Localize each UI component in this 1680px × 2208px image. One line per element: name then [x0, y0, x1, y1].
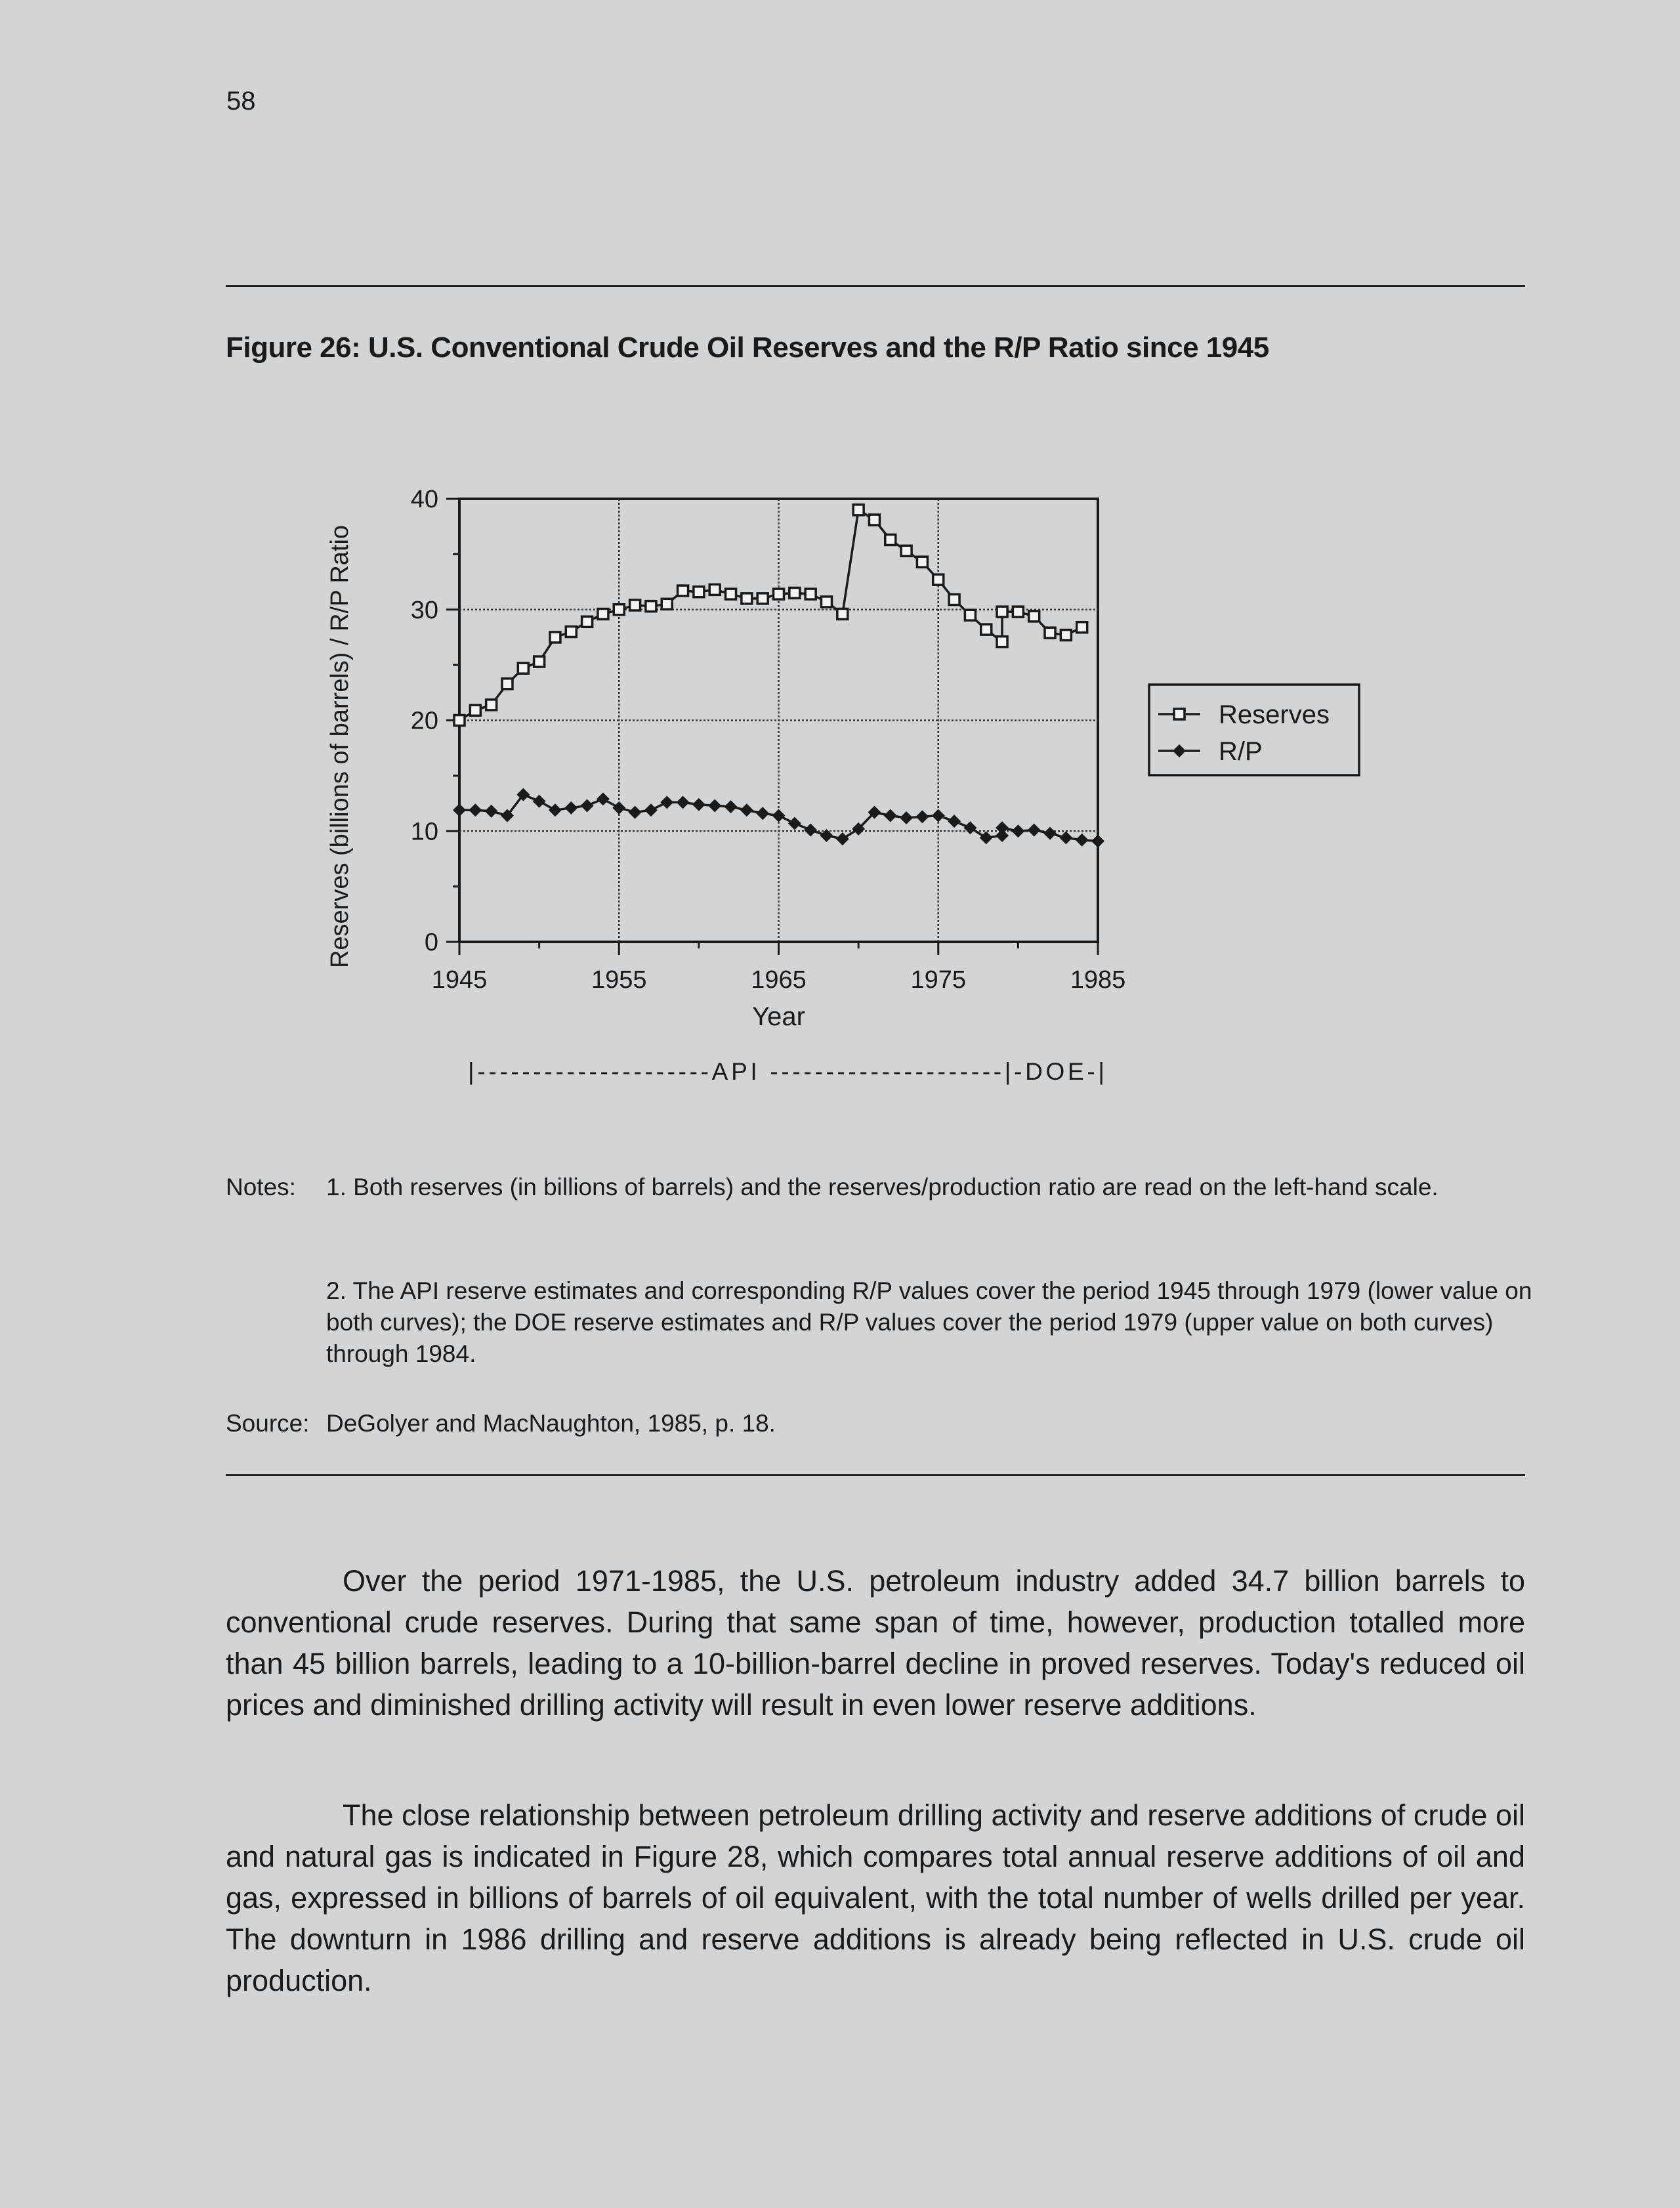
rp-point: [804, 824, 817, 837]
reserves-point: [981, 624, 992, 635]
reserves-point: [1013, 606, 1023, 617]
legend-label: R/P: [1219, 737, 1263, 766]
reserves-point: [1077, 622, 1087, 633]
series-line-reserves: [459, 510, 1082, 721]
reserves-point: [965, 610, 975, 620]
reserves-point: [949, 595, 959, 605]
rp-point: [453, 803, 466, 817]
rp-point: [756, 807, 769, 820]
reserves-point: [470, 705, 480, 715]
figure-title: Figure 26: U.S. Conventional Crude Oil Reserves and the R/P Ratio since 1945: [226, 331, 1269, 364]
y-tick-label: 0: [424, 929, 438, 956]
rp-point: [708, 799, 721, 812]
bottom-rule: [226, 1474, 1525, 1476]
reserves-point: [502, 679, 513, 689]
reserves-point: [566, 627, 576, 637]
source-range-indicator: |---------------------API ---------------------|-DOE-|: [468, 1058, 1104, 1085]
rp-point: [469, 803, 482, 817]
reserves-point: [678, 585, 688, 596]
y-tick-label: 40: [410, 486, 438, 513]
rp-point: [900, 811, 913, 824]
rp-point: [564, 801, 578, 815]
legend-marker-reserves: [1174, 709, 1185, 719]
rp-point: [948, 815, 961, 828]
rp-point: [915, 810, 929, 823]
reserves-point: [646, 601, 656, 612]
reserves-point: [869, 515, 879, 525]
notes-label: Notes:: [226, 1174, 296, 1200]
source-text: DeGolyer and MacNaughton, 1985, p. 18.: [326, 1410, 776, 1437]
reserves-point: [709, 584, 720, 595]
reserves-point: [1029, 611, 1040, 622]
rp-point: [581, 799, 594, 812]
rp-point: [612, 801, 625, 815]
body-paragraph-2-text: The close relationship between petroleum drilling activity and reserve additions of crude oil and natural gas is indicated in Figure 28, which compares total annual reserve additions of oil and gas, expressed in billions of barrels of oil equivalent, with the total number of wells drilled per year. The downturn in 1986 drilling and reserve additions is already being reflected in U.S. crude oil production.: [226, 1798, 1525, 1997]
body-paragraph-1-text: Over the period 1971-1985, the U.S. petroleum industry added 34.7 billion barrels to conventional crude reserves. During that same span of time, however, production totalled more than 45 billion barrels, leading to a 10-billion-barrel decline in proved reserves. Today's reduced oil prices and diminished drilling activity will result in even lower reserve additions.: [226, 1564, 1525, 1722]
reserves-point: [726, 589, 736, 599]
rp-point: [1028, 824, 1041, 837]
rp-point: [644, 803, 658, 817]
body-paragraph-1: [226, 1560, 1525, 1726]
reserves-point: [774, 589, 784, 599]
reserves-point: [662, 599, 672, 609]
reserves-point: [582, 616, 593, 627]
reserves-point: [598, 609, 608, 620]
reserves-point: [742, 593, 752, 604]
note-1: 1. Both reserves (in billions of barrels) and the reserves/production ratio are read on the left-hand scale.: [326, 1174, 1438, 1200]
rp-point: [963, 821, 976, 834]
rp-point: [533, 795, 546, 808]
reserves-point: [486, 700, 497, 710]
rp-point: [660, 796, 673, 809]
rp-point: [836, 832, 849, 845]
x-tick-label: 1965: [751, 966, 807, 994]
rp-point: [549, 803, 562, 817]
x-tick-label: 1955: [591, 966, 647, 994]
reserves-point: [901, 545, 912, 556]
reserves-point: [518, 663, 528, 673]
rp-point: [788, 817, 801, 830]
rp-point: [1059, 831, 1072, 844]
reserves-point: [997, 637, 1007, 647]
x-axis-label: Year: [752, 1002, 805, 1031]
rp-point: [996, 821, 1009, 834]
y-tick-label: 30: [410, 596, 438, 624]
reserves-point: [1045, 627, 1055, 638]
reserves-point: [694, 587, 704, 597]
reserves-point: [454, 715, 465, 726]
legend-marker-rp: [1173, 744, 1186, 757]
reserves-point: [805, 589, 816, 599]
rp-point: [1011, 824, 1024, 838]
rp-point: [485, 805, 498, 818]
rp-point: [724, 800, 738, 813]
x-tick-label: 1945: [431, 966, 488, 994]
rp-point: [980, 831, 993, 844]
source-label: Source:: [226, 1410, 310, 1437]
rp-point: [740, 803, 753, 817]
body-paragraph-2: [226, 1794, 1525, 2001]
rp-point: [884, 809, 897, 822]
reserves-point: [789, 587, 800, 598]
y-tick-label: 10: [410, 818, 438, 846]
reserves-point: [837, 609, 848, 620]
reserves-point: [1060, 630, 1071, 641]
reserves-point: [757, 593, 768, 604]
rp-point: [597, 792, 610, 805]
reserves-point: [997, 606, 1007, 617]
page-number: 58: [226, 87, 256, 116]
reserves-point: [933, 574, 944, 585]
rp-point: [932, 809, 945, 822]
figure-source: [226, 1410, 776, 1437]
reserves-point: [821, 597, 831, 607]
reserves-point: [550, 632, 560, 643]
reserves-point: [614, 605, 624, 615]
reserves-point: [853, 505, 864, 515]
reserves-point: [885, 534, 896, 545]
reserves-point: [630, 600, 640, 610]
rp-point: [772, 809, 786, 822]
rp-point: [1091, 834, 1104, 847]
x-tick-label: 1985: [1070, 966, 1126, 994]
rp-point: [1043, 827, 1057, 840]
reserves-point: [534, 656, 545, 667]
y-tick-label: 20: [410, 707, 438, 735]
rp-point: [677, 796, 690, 809]
rp-point: [692, 798, 705, 811]
y-axis-label: Reserves (billions of barrels) / R/P Ratio: [326, 524, 354, 969]
rp-point: [1076, 834, 1089, 847]
reserves-point: [917, 557, 927, 567]
note-2: 2. The API reserve estimates and corresponding R/P values cover the period 1945 through 1979 (lower value on both curves); the DOE reserve estimates and R/P values cover the period 1979 (upper value on both curves) through 1984.: [326, 1277, 1532, 1367]
x-tick-label: 1975: [910, 966, 967, 994]
rp-point: [629, 806, 642, 819]
legend-label: Reserves: [1219, 700, 1330, 729]
